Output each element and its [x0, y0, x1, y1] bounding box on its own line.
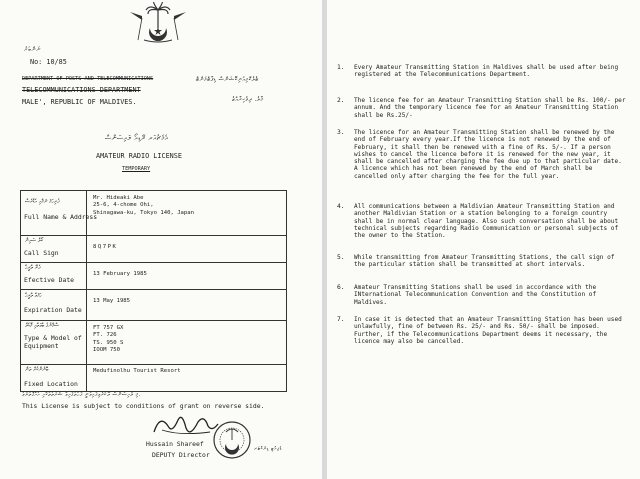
conditions-note-thaana: މި ލައިސަންސް ދޫކުރެވިފައިވަނީ ފަހަތުގައިވާ ޝަރުތުތަކާއި އެއްގޮތަށެވެ.: [22, 392, 141, 398]
row-label: Efective Date: [24, 276, 75, 284]
table-row-name: [21, 191, 286, 236]
row-label-thaana: ފުރިހަމަ ނަމާއި އެޑްރެސް: [25, 199, 60, 205]
row-label-thaana: ސާމާނުގެ ބާވަތާއި މޮޑެލް: [25, 323, 59, 329]
row-label-thaana: ކޯލް ސައިން: [25, 238, 44, 244]
table-row-call-sign: [21, 236, 286, 263]
row-label: Expiration Date: [24, 306, 82, 314]
condition-text: In case it is detected that an Amateur Transmitting Station has been used unlawfully, fine of between Rs. 25/- and Rs. 50/- shall be imposed. Further, if the Telecommunications Department deems it necessary, the licence may also be cancelled.: [354, 316, 622, 345]
number-label-thaana: ނަންބަރު: [24, 46, 41, 53]
table-row-location: [21, 365, 286, 391]
state-emblem: [128, 2, 188, 44]
license-conditions-page: [327, 0, 640, 479]
condition-text: The licence fee for an Amateur Transmitting Station shall be Rs. 100/- per annum. And the temporary licence fee for an Amateur Transmitting Station shall be Rs.25/-: [354, 97, 626, 119]
row-value: [93, 195, 194, 217]
condition-text: While transmitting from Amateur Transmitting Stations, the call sign of the particular station shall be transmitted at short intervals.: [354, 254, 615, 269]
condition-text: All communications between a Maldivian Amateur Transmitting Station and another Maldivian Station or a station belonging to a foreign country shall be in normal clear language. Also such conversation shall be about technical subjects regarding Radio Communication or personal subjects of the owner to the Station.: [354, 203, 619, 240]
license-title-thaana: އެމެޗުއަރ ރޭޑިއޯ ލައިސަންސް: [105, 134, 169, 142]
value-line: 25-6, 4-chome Ohi,: [93, 202, 154, 209]
row-label: Call Sign: [24, 249, 59, 257]
signatory-title-thaana: ޑެޕިއުޓީ ޑިރެކްޓަރ: [254, 446, 283, 452]
value-line: Mr. Hideaki Abe: [93, 195, 144, 201]
condition-text: The licence for an Amateur Transmitting Station shall be renewed by the end of February every year.If the licence is not renewed by the end of February, it shall then be renewed with a fine of Rs. 5/-. If a person wishes to cancel the licence before it is renewed for the new year, it shall be cancelled after charging the fee due up to that particular date. A licence which has not been renewed by the end of March shall be cancelled only after charging the fee for the full year.: [354, 129, 622, 180]
value-line: Shinagawa-ku, Tokyo 140, Japan: [93, 209, 195, 216]
condition-text: Amateur Transmitting Stations shall be used in accordance with the INternational Telecommunication Convention and the Constitution of Maldives.: [354, 284, 597, 306]
condition-number: 4.: [337, 203, 345, 210]
license-subtitle: TEMPORARY: [122, 166, 151, 172]
department-name: TELECOMMUNICATIONS DEPARTMENT: [22, 86, 141, 94]
condition-number: 6.: [337, 284, 345, 291]
row-value: 8Q7PK: [93, 244, 118, 250]
row-label: Fixed Location: [24, 380, 78, 388]
department-address: MALE', REPUBLIC OF MALDIVES.: [22, 98, 137, 106]
conditions-note: This License is subject to conditions of grant on reverse side.: [22, 402, 265, 410]
signatory-title: DEPUTY Director: [152, 451, 210, 459]
signatory-name: Hussain Shareef: [146, 440, 204, 448]
row-value: [93, 325, 123, 355]
value-line: TS. 950 S: [93, 339, 124, 346]
row-value: 13 February 1985: [93, 271, 147, 277]
condition-number: 3.: [337, 129, 345, 136]
department-old-name: DEPARTMENT OF POSTS AND TELECOMMUNICATIONS: [22, 76, 154, 82]
condition-number: 7.: [337, 316, 345, 323]
row-value: 13 May 1985: [93, 298, 131, 304]
license-details-table: [20, 190, 287, 392]
row-label: Type & Model of Equipment: [24, 334, 82, 350]
row-label: Full Name & Address: [24, 213, 98, 221]
table-row-effective-date: [21, 263, 286, 290]
row-value: Medufinolhu Tourist Resort: [93, 368, 181, 374]
table-row-equipment: [21, 321, 286, 365]
license-title: AMATEUR RADIO LICENSE: [96, 152, 182, 160]
row-label-thaana: ހަމަވާ ތާރީޚް: [25, 293, 42, 299]
condition-number: 5.: [337, 254, 345, 261]
value-line: IOOM 750: [93, 347, 120, 354]
row-label-thaana: ފެށޭ ތާރީޚް: [25, 265, 41, 271]
value-line: FT. 726: [93, 332, 117, 339]
department-name-thaana: ޓެލެކޮމިއުނިކޭޝަންސް ޑިޕާޓްމަންޓް: [196, 76, 259, 83]
condition-text: Every Amateur Transmitting Station in Maldives shall be used after being registered at the Telecommunications Department.: [354, 64, 619, 79]
condition-number: 1.: [337, 64, 345, 71]
table-row-expiration-date: [21, 290, 286, 321]
value-line: FT 757 GX: [93, 325, 124, 331]
license-number: No: 10/85: [30, 58, 67, 66]
row-label-thaana: ބޭނުންކުރާ ތަން: [25, 367, 49, 373]
official-stamp-image: [212, 420, 252, 460]
address-thaana: މާލެ، ދިވެހިރާއްޖެ: [232, 96, 264, 103]
condition-number: 2.: [337, 97, 345, 104]
